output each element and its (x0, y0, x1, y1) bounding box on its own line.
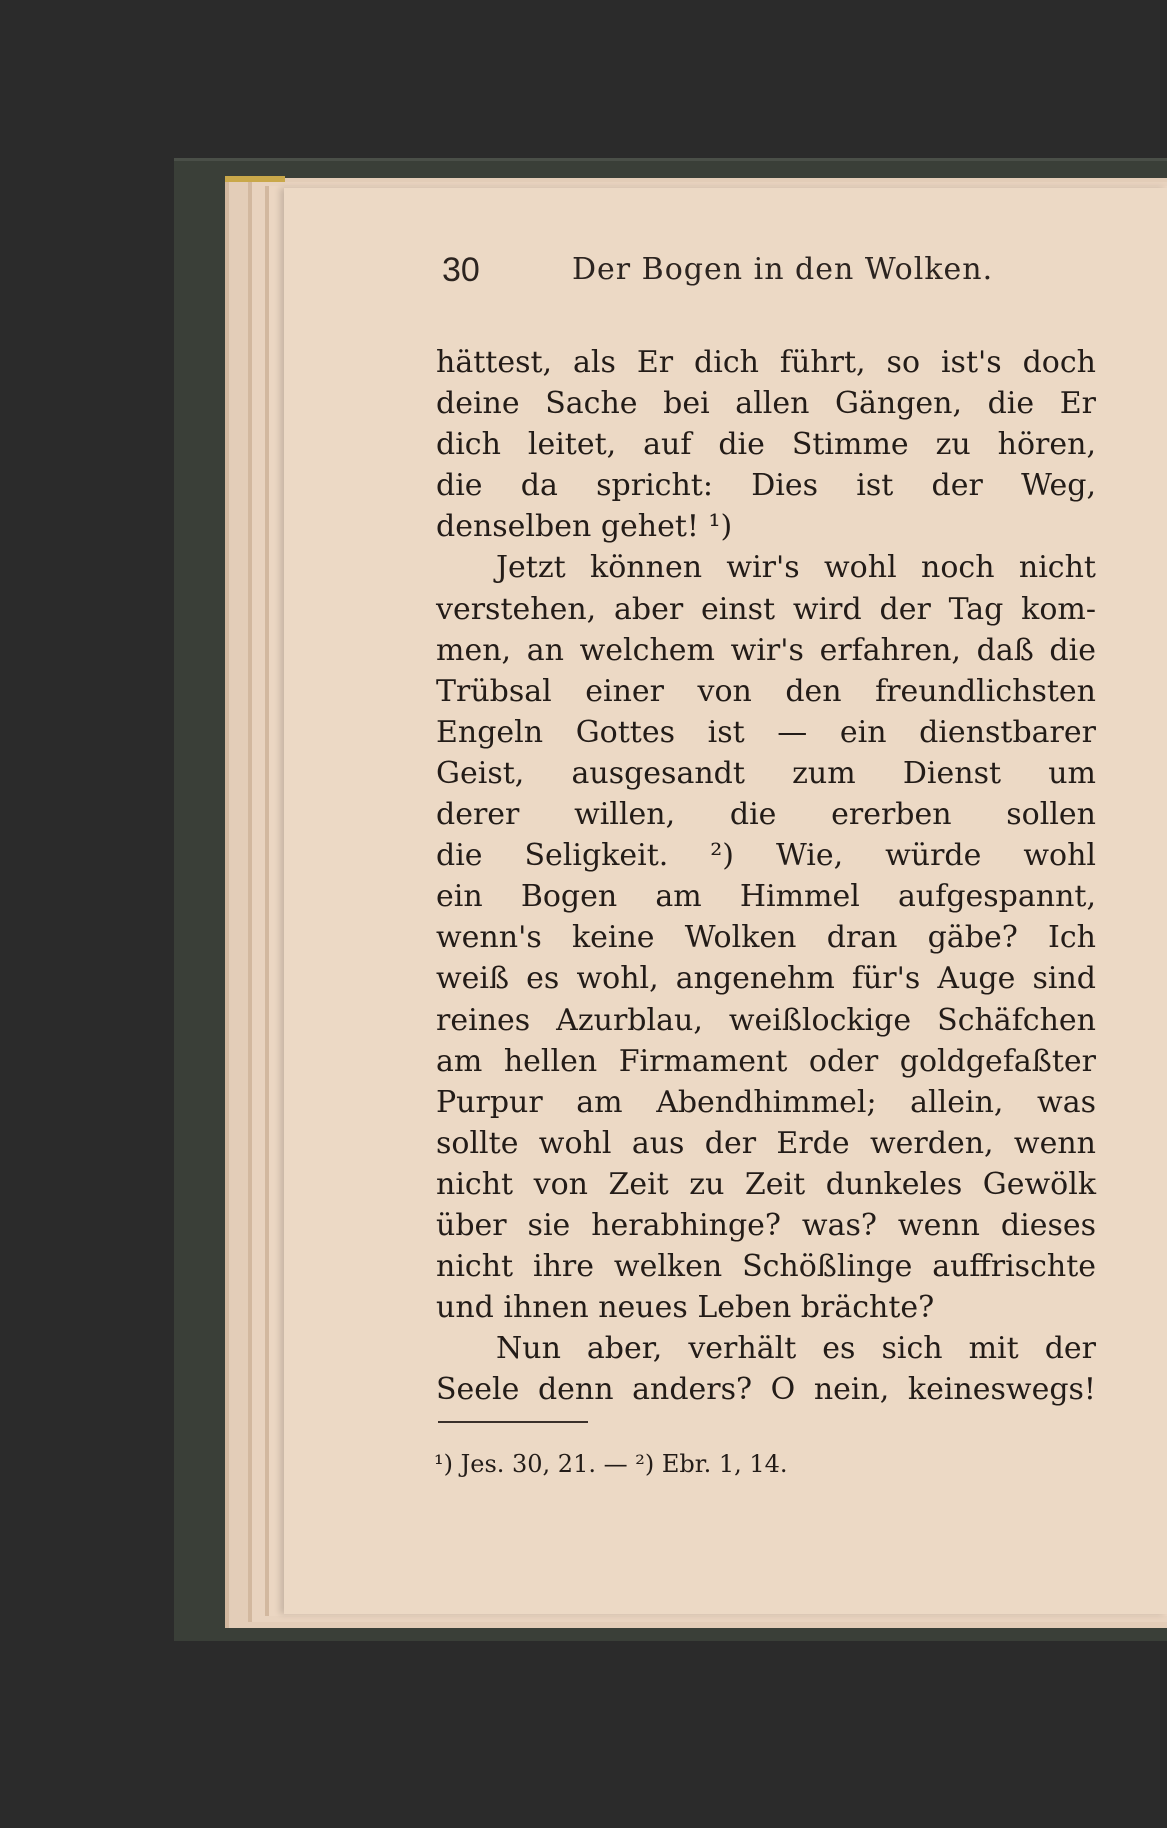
footnotes: ¹) Jes. 30, 21. — ²) Ebr. 1, 14. (434, 1450, 788, 1478)
text-line: sollte wohl aus der Erde werden, wenn (436, 1125, 1096, 1161)
text-line: die da spricht: Dies ist der Weg, (436, 468, 1096, 504)
text-line: Purpur am Abendhimmel; allein, was (436, 1084, 1096, 1120)
text-line: am hellen Firmament oder goldgefaßter (436, 1043, 1096, 1079)
page-number: 30 (442, 251, 480, 289)
text-line: Engeln Gottes ist — ein dienstbarer (436, 714, 1096, 750)
gilt-edge (225, 176, 285, 182)
text-line: reines Azurblau, weißlockige Schäfchen (436, 1002, 1096, 1038)
text-line: deine Sache bei allen Gängen, die Er (436, 386, 1096, 422)
body-text (436, 342, 1096, 1410)
text-line: nicht von Zeit zu Zeit dunkeles Gewölk (436, 1166, 1096, 1202)
text-line: denselben gehet! ¹) (436, 509, 733, 545)
text-line: Nun aber, verhält es sich mit der (496, 1331, 1096, 1367)
running-head: Der Bogen in den Wolken. (572, 252, 994, 287)
text-line: Trübsal einer von den freundlichsten (436, 673, 1096, 709)
text-line: weiß es wohl, angenehm für's Auge sind (436, 961, 1096, 997)
footnote-rule (438, 1421, 588, 1423)
text-line: Seele denn anders? O nein, keineswegs! (436, 1372, 1096, 1408)
text-line: über sie herabhinge? was? wenn dieses (436, 1207, 1096, 1243)
text-line: wenn's keine Wolken dran gäbe? Ich (436, 920, 1096, 956)
text-line: verstehen, aber einst wird der Tag kom- (436, 591, 1096, 627)
text-line: nicht ihre welken Schößlinge auffrischte (436, 1249, 1096, 1285)
text-line: und ihnen neues Leben brächte? (436, 1290, 935, 1326)
text-line: derer willen, die ererben sollen (436, 797, 1096, 833)
text-line: men, an welchem wir's erfahren, daß die (436, 632, 1096, 668)
text-line: Jetzt können wir's wohl noch nicht (496, 550, 1096, 586)
text-line: die Seligkeit. ²) Wie, würde wohl (436, 838, 1096, 874)
page-header (442, 248, 1002, 292)
text-line: hättest, als Er dich führt, so ist's doch (436, 345, 1096, 380)
text-line: dich leitet, auf die Stimme zu hören, (436, 427, 1096, 463)
text-line: Geist, ausgesandt zum Dienst um (436, 755, 1096, 791)
text-line: ein Bogen am Himmel aufgespannt, (436, 879, 1096, 915)
